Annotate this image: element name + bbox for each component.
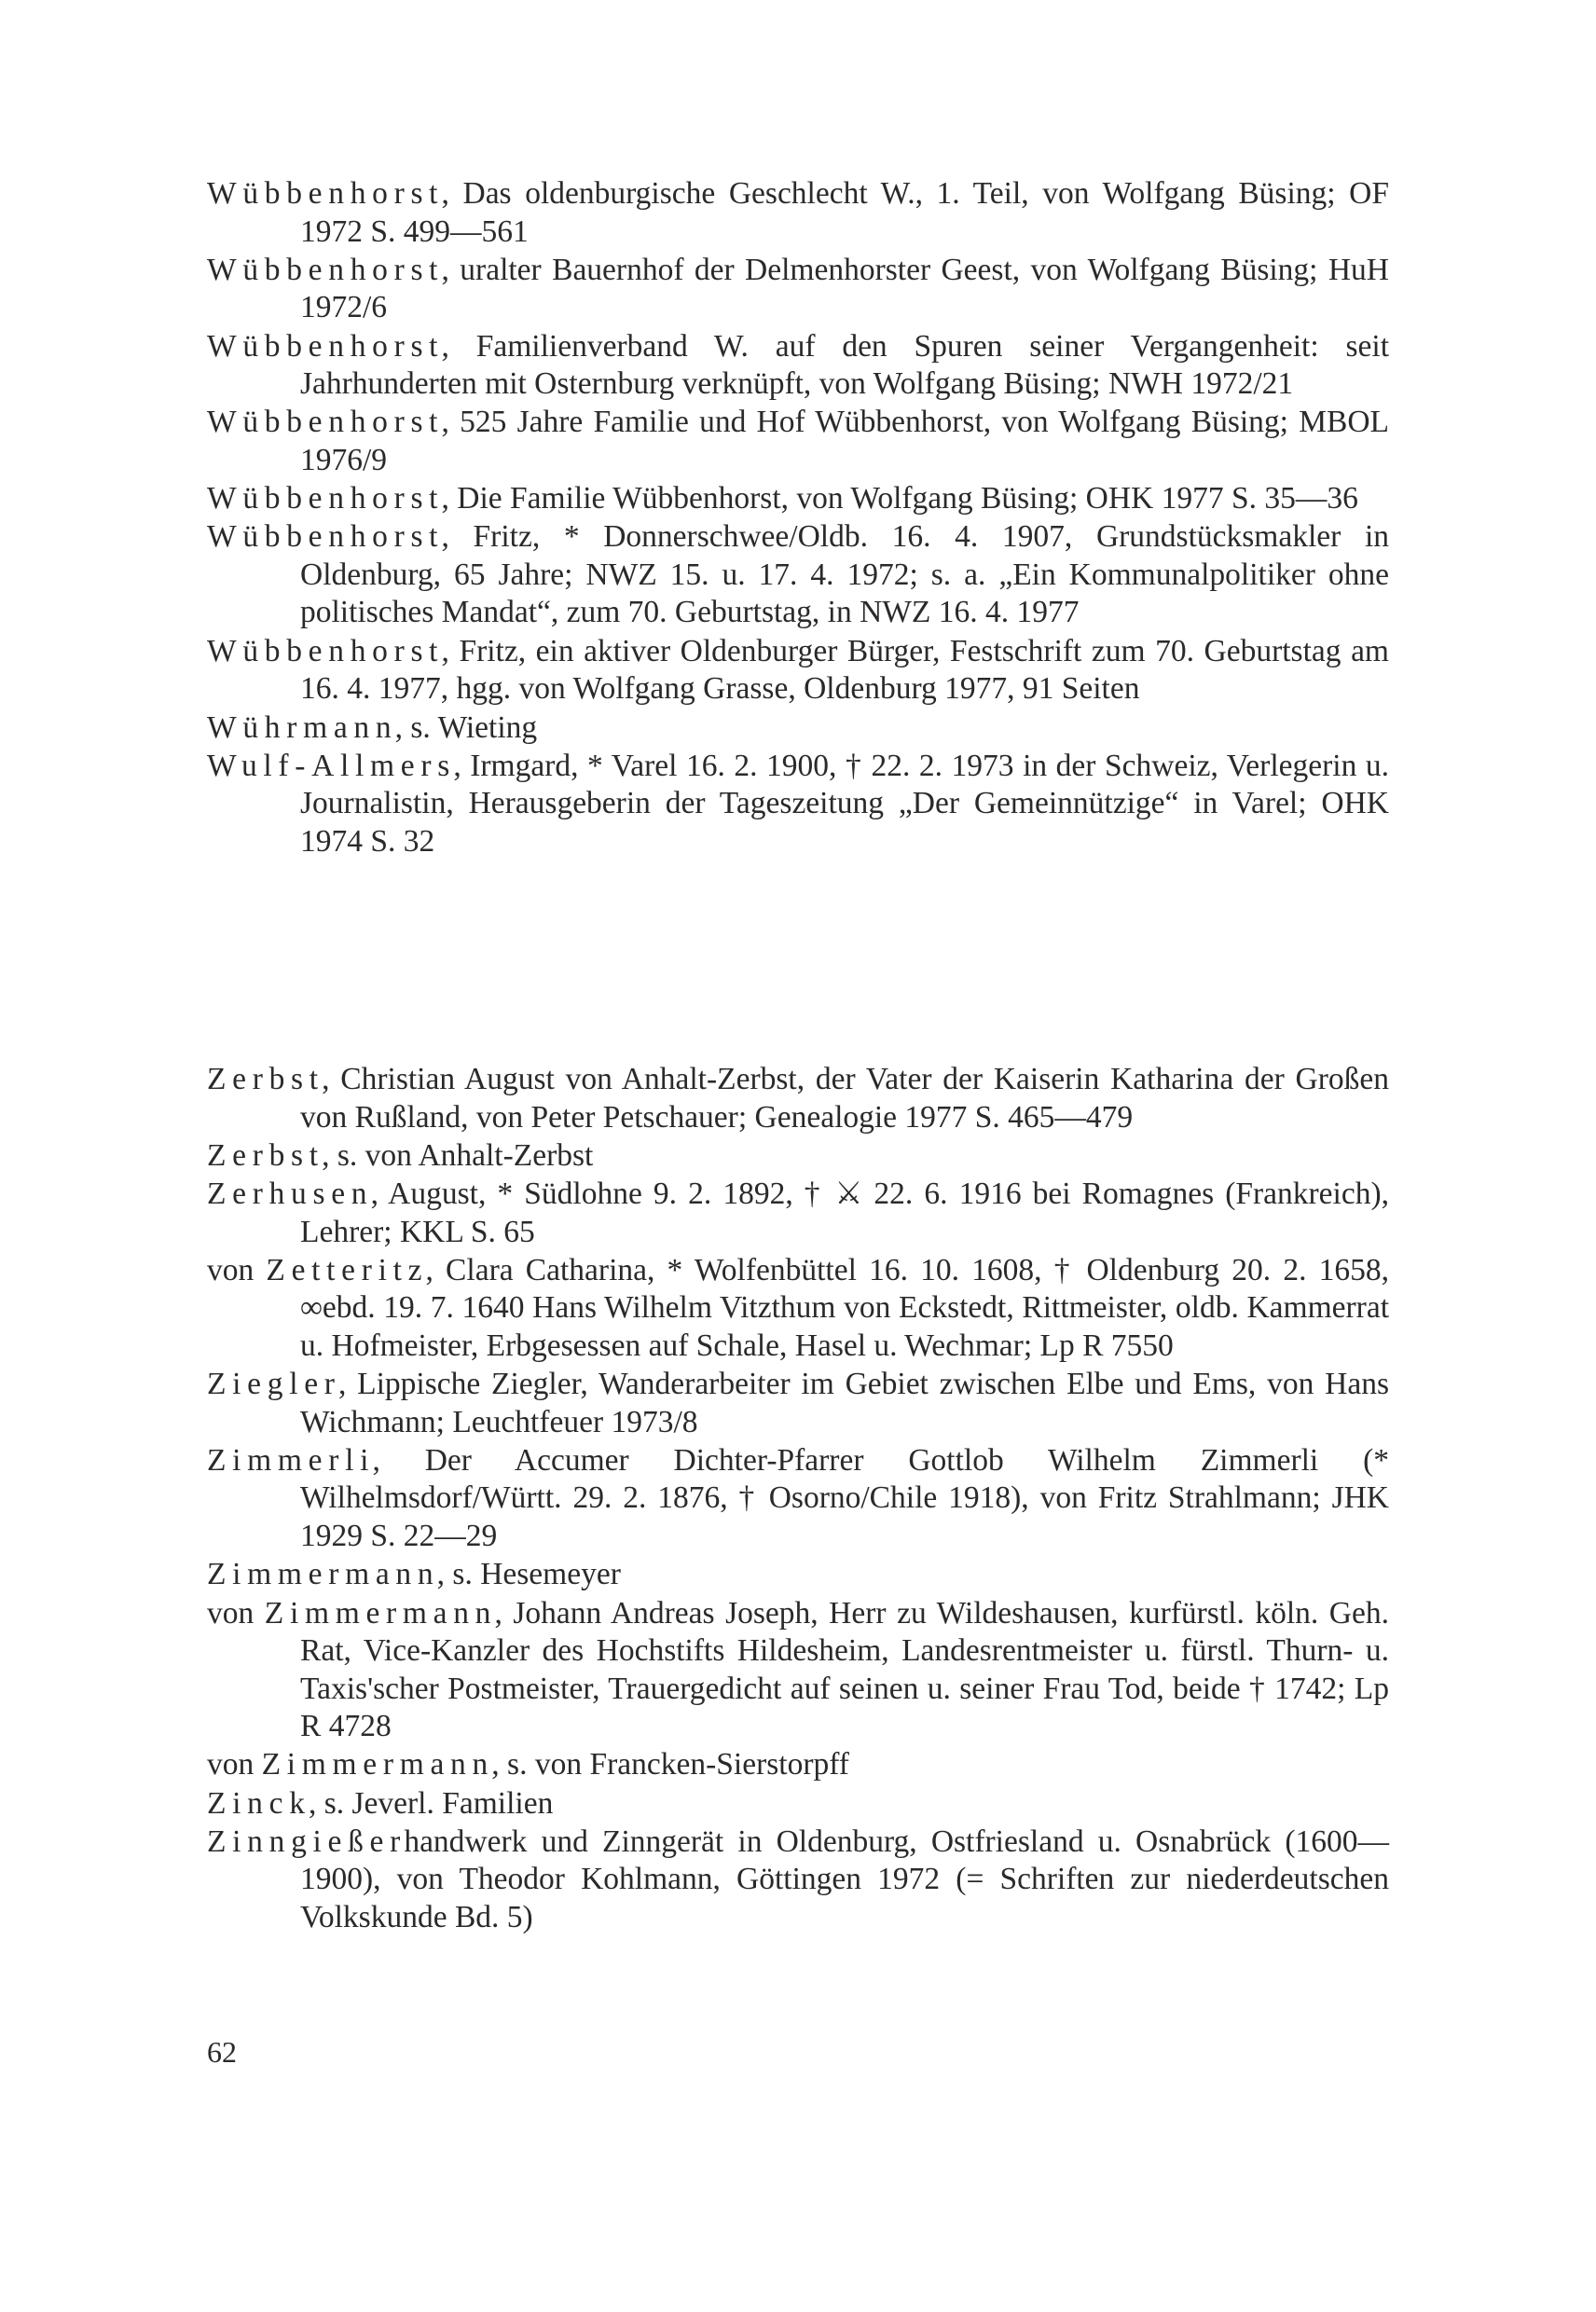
- register-entry: [207, 1252, 1389, 1366]
- entry-keyword: Wübbenhorst: [207, 176, 445, 211]
- page-number: 62: [207, 2035, 237, 2069]
- entry-keyword: Zerbst: [207, 1062, 324, 1096]
- entry-text: , Lippische Ziegler, Wanderarbeiter im Gebiet zwischen Elbe und Ems, von Hans Wichmann; Leuchtfeuer 1973/8: [300, 1367, 1389, 1439]
- entry-text: , Clara Catharina, * Wolfenbüttel 16. 10. 1608, † Oldenburg 20. 2. 1658, ∞ebd. 19. 7. 1640 Hans Wilhelm Vitzthum von Eckstedt, Rittmeister, oldb. Kammerrat u. Hofmeister, Erbgesessen auf Schale, Hasel u. Wechmar; Lp R 7550: [300, 1252, 1390, 1363]
- entry-text: , s. Jeverl. Familien: [308, 1785, 554, 1821]
- entry-keyword: Zimmerli: [207, 1442, 376, 1478]
- register-entry: [207, 1746, 1389, 1784]
- entry-keyword: Wübbenhorst: [207, 252, 445, 287]
- register-entry: [207, 1366, 1389, 1441]
- entry-text: , Familienverband W. auf den Spuren seiner Vergangenheit: seit Jahrhunderten mit Osternburg verknüpft, von Wolfgang Büsing; NWH 1972/21: [300, 328, 1389, 402]
- register-entry: [207, 518, 1389, 632]
- entry-keyword: Wübbenhorst: [207, 405, 445, 440]
- register-entry: [207, 1556, 1389, 1594]
- entry-keyword: Zimmermann: [261, 1747, 494, 1782]
- entry-text: , s. Wieting: [394, 709, 538, 745]
- register-entry: [207, 480, 1389, 518]
- entry-keyword: Wulf-Allmers: [207, 748, 456, 783]
- entry-prefix: von: [207, 1252, 267, 1287]
- entry-prefix: von: [207, 1747, 262, 1782]
- register-entry: [207, 1137, 1389, 1176]
- register-entry: [207, 175, 1389, 251]
- register-entry: [207, 328, 1389, 404]
- entry-keyword: Zinck: [207, 1785, 311, 1821]
- register-entry: [207, 709, 1389, 748]
- register-entry: [207, 1176, 1389, 1251]
- register-entry: [207, 1061, 1389, 1136]
- register-entry: [207, 1595, 1389, 1746]
- entry-keyword: Zerhusen: [207, 1177, 374, 1212]
- register-section-w: [207, 175, 1389, 861]
- entry-keyword: Ziegler: [207, 1367, 341, 1402]
- entry-text: , Christian August von Anhalt-Zerbst, der Vater der Kaiserin Katharina der Großen von Rußland, von Peter Petschauer; Genealogie 1977 S. 465—479: [300, 1062, 1389, 1135]
- register-entry: [207, 748, 1389, 861]
- entry-keyword: Wübbenhorst: [207, 481, 445, 516]
- entry-keyword: Wübbenhorst: [207, 519, 445, 555]
- entry-text: , 525 Jahre Familie und Hof Wübbenhorst, von Wolfgang Büsing; MBOL 1976/9: [300, 405, 1389, 477]
- register-entry: [207, 1823, 1389, 1937]
- entry-text: , s. von Francken-Sierstorpff: [491, 1747, 849, 1782]
- entry-keyword: Zerbst: [207, 1137, 324, 1173]
- entry-text: , Irmgard, * Varel 16. 2. 1900, † 22. 2. 1973 in der Schweiz, Verlegerin u. Journalistin, Herausgeberin der Tageszeitung „Der Gemeinnützige“ in Varel; OHK 1974 S. 32: [300, 748, 1389, 859]
- entry-text: , uralter Bauernhof der Delmenhorster Geest, von Wolfgang Büsing; HuH 1972/6: [300, 252, 1389, 325]
- entry-text: , s. Hesemeyer: [436, 1557, 621, 1592]
- entry-text: handwerk und Zinngerät in Oldenburg, Ostfriesland u. Osnabrück (1600—1900), von Theodor Kohlmann, Göttingen 1972 (= Schriften zur niederdeutschen Volkskunde Bd. 5): [300, 1823, 1389, 1934]
- entry-keyword: Zetteritz: [266, 1252, 429, 1287]
- entry-text: , Fritz, ein aktiver Oldenburger Bürger, Festschrift zum 70. Geburtstag am 16. 4. 1977, hgg. von Wolfgang Grasse, Oldenburg 1977, 91 Seiten: [300, 633, 1389, 707]
- entry-text: , August, * Südlohne 9. 2. 1892, † ⚔ 22. 6. 1916 bei Romagnes (Frankreich), Lehrer; KKL S. 65: [300, 1177, 1389, 1249]
- entry-keyword: Zimmermann: [207, 1557, 440, 1592]
- register-section-z: [207, 1061, 1389, 1937]
- entry-keyword: Wührmann: [207, 709, 398, 745]
- register-entry: [207, 404, 1389, 479]
- register-entry: [207, 1442, 1389, 1556]
- register-entry: [207, 252, 1389, 327]
- register-entry: [207, 633, 1389, 709]
- entry-text: , Johann Andreas Joseph, Herr zu Wildeshausen, kurfürstl. köln. Geh. Rat, Vice-Kanzler des Hochstifts Hildesheim, Landesrentmeister u. fürstl. Thurn- u. Taxis'scher Postmeister, Trauergedicht auf seinen u. seiner Frau Tod, beide † 1742; Lp R 4728: [300, 1595, 1389, 1744]
- entry-text: , Die Familie Wübbenhorst, von Wolfgang Büsing; OHK 1977 S. 35—36: [441, 481, 1358, 516]
- entry-text: , Das oldenburgische Geschlecht W., 1. Teil, von Wolfgang Büsing; OF 1972 S. 499—561: [300, 176, 1389, 249]
- entry-keyword: Wübbenhorst: [207, 633, 445, 668]
- entry-prefix: von: [207, 1595, 265, 1631]
- entry-keyword: Zinngießer: [207, 1823, 406, 1859]
- entry-text: , Fritz, * Donnerschwee/Oldb. 16. 4. 1907, Grundstücksmakler in Oldenburg, 65 Jahre; NWZ 15. u. 17. 4. 1972; s. a. „Ein Kommunalpolitiker ohne politisches Mandat“, zum 70. Geburtstag, in NWZ 16. 4. 1977: [300, 519, 1389, 630]
- entry-keyword: Wübbenhorst: [207, 328, 445, 364]
- entry-text: , s. von Anhalt-Zerbst: [322, 1137, 594, 1173]
- entry-keyword: Zimmermann: [264, 1595, 498, 1631]
- register-entry: [207, 1785, 1389, 1823]
- entry-text: , Der Accumer Dichter-Pfarrer Gottlob Wilhelm Zimmerli (* Wilhelmsdorf/Württ. 29. 2. 1876, † Osorno/Chile 1918), von Fritz Strahlmann; JHK 1929 S. 22—29: [300, 1442, 1389, 1553]
